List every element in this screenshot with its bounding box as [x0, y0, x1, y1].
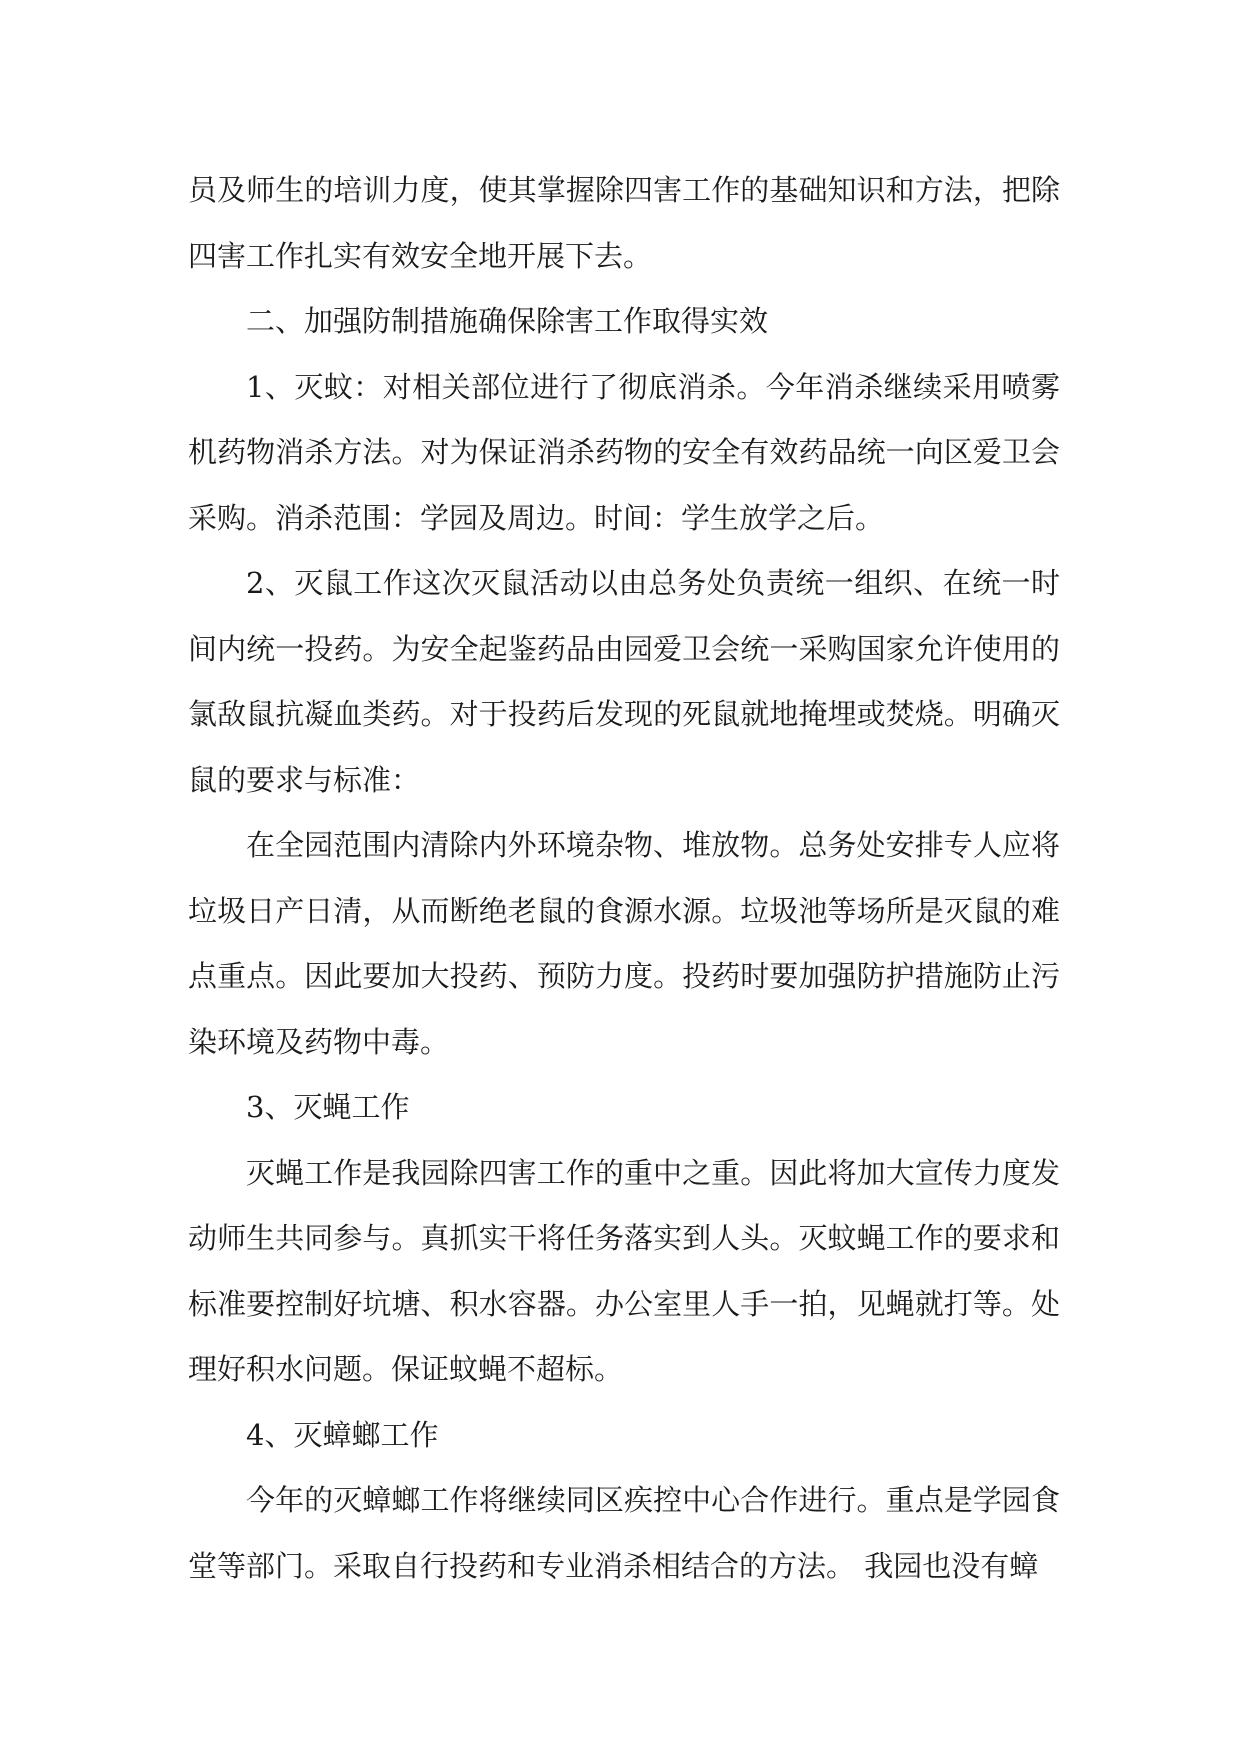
subheading-fly-control: 3、灭蝇工作	[246, 1090, 410, 1124]
paragraph-cockroach-control: 今年的灭蟑螂工作将继续同区疾控中心合作进行。重点是学园食堂等部门。采取自行投药和专业消杀相结合的方法。 我园也没有蟑	[188, 1483, 1060, 1583]
paragraph-rodent-control: 2、灭鼠工作这次灭鼠活动以由总务处负责统一组织、在统一时间内统一投药。为安全起鉴药品由园爱卫会统一采购国家允许使用的氯敌鼠抗凝血类药。对于投药后发现的死鼠就地掩埋或焚烧。明确灭鼠的要求与标准：	[188, 566, 1060, 797]
document-body	[188, 158, 1060, 1599]
paragraph-training-continued: 员及师生的培训力度，使其掌握除四害工作的基础知识和方法，把除四害工作扎实有效安全地开展下去。	[188, 173, 1060, 273]
paragraph-rodent-standards: 在全园范围内清除内外环境杂物、堆放物。总务处安排专人应将垃圾日产日清，从而断绝老鼠的食源水源。垃圾池等场所是灭鼠的难点重点。因此要加大投药、预防力度。投药时要加强防护措施防止污染环境及药物中毒。	[188, 828, 1060, 1059]
paragraph-fly-control: 灭蝇工作是我园除四害工作的重中之重。因此将加大宣传力度发动师生共同参与。真抓实干将任务落实到人头。灭蚊蝇工作的要求和标准要控制好坑塘、积水容器。办公室里人手一拍，见蝇就打等。处理好积水问题。保证蚊蝇不超标。	[188, 1155, 1060, 1386]
section-heading-control-measures: 二、加强防制措施确保除害工作取得实效	[246, 304, 769, 338]
subheading-cockroach-control: 4、灭蟑螂工作	[246, 1417, 439, 1452]
paragraph-mosquito-control: 1、灭蚊：对相关部位进行了彻底消杀。今年消杀继续采用喷雾机药物消杀方法。对为保证消杀药物的安全有效药品统一向区爱卫会采购。消杀范围：学园及周边。时间：学生放学之后。	[188, 369, 1060, 535]
